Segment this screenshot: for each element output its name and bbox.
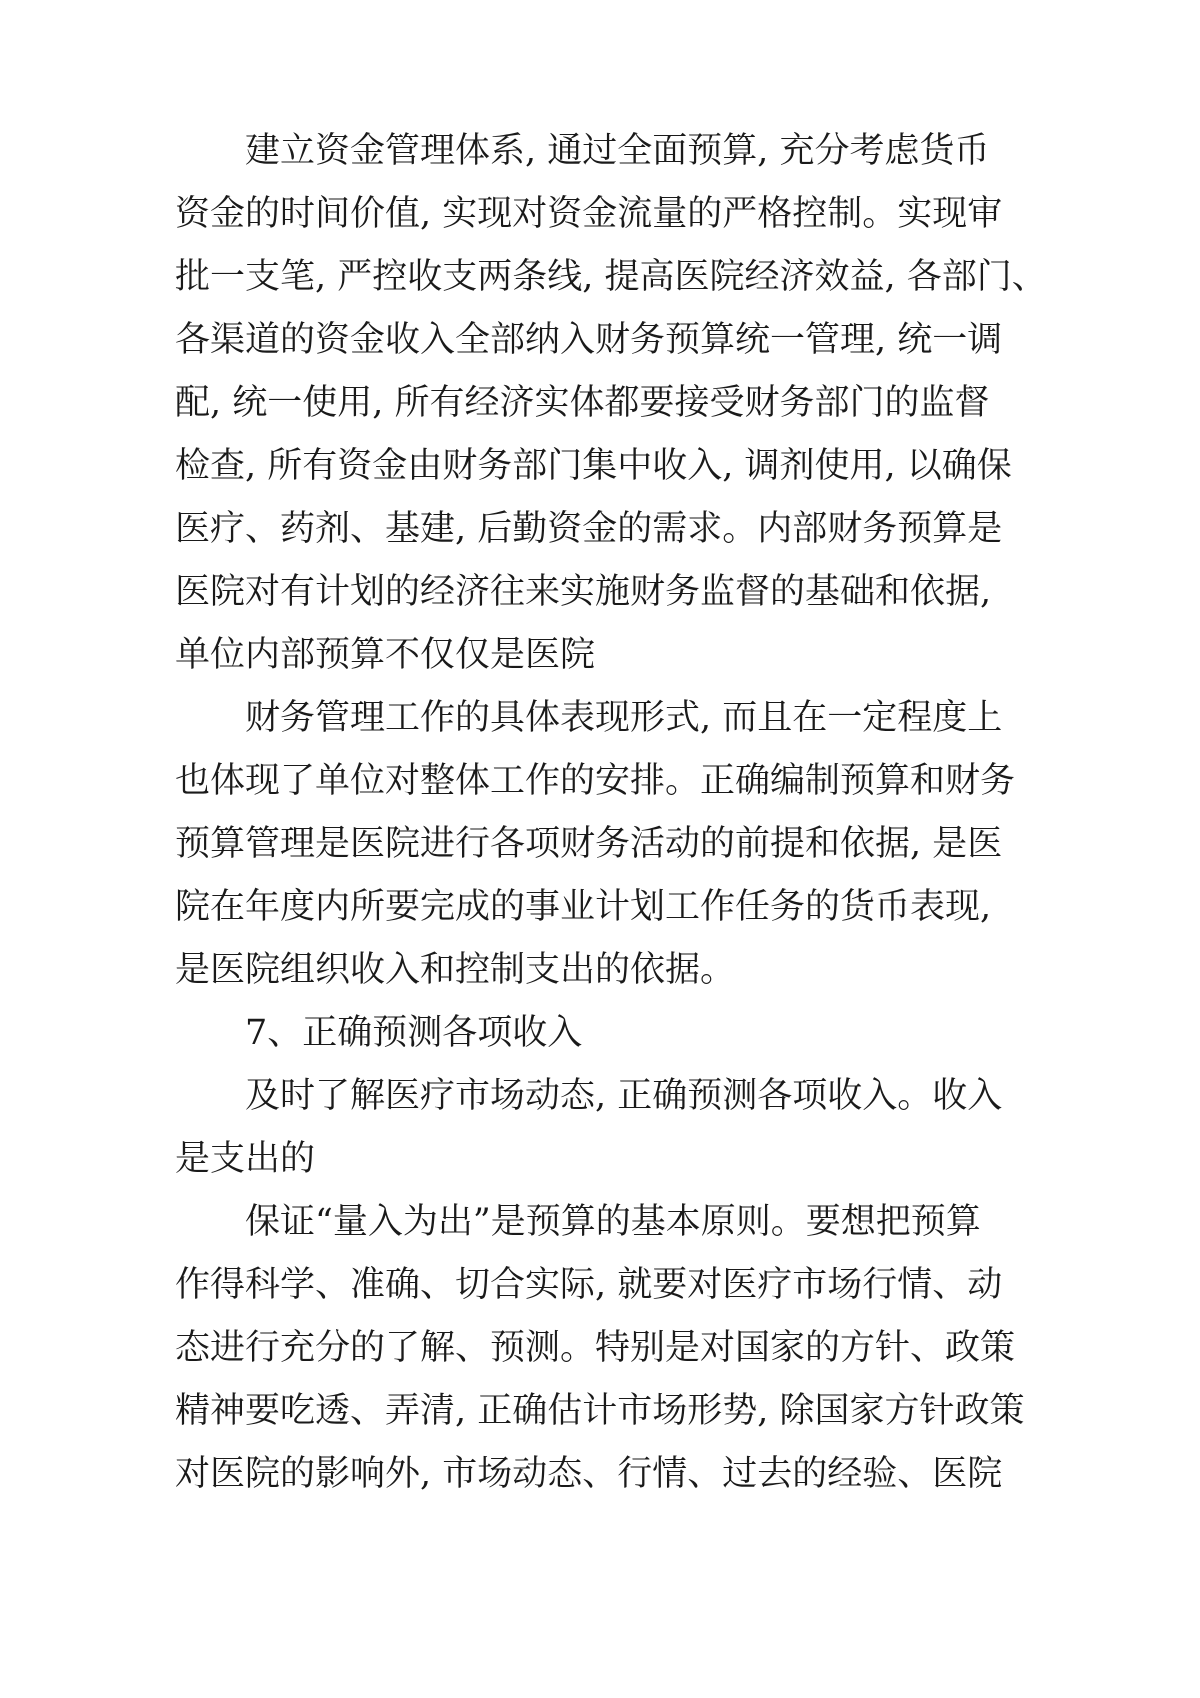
text-line: 医疗、药剂、基建, 后勤资金的需求。内部财务预算是 (175, 509, 1003, 549)
text-line: 是医院组织收入和控制支出的依据。 (175, 950, 736, 990)
text-line: 各渠道的资金收入全部纳入财务预算统一管理, 统一调 (175, 320, 1003, 360)
text-line: 态进行充分的了解、预测。特别是对国家的方针、政策 (175, 1328, 1016, 1368)
text-line: 医院对有计划的经济往来实施财务监督的基础和依据, (175, 572, 992, 612)
text-line: 批一支笔, 严控收支两条线, 提高医院经济效益, 各部门、 (175, 257, 1047, 297)
text-line: 也体现了单位对整体工作的安排。正确编制预算和财务 (175, 761, 1016, 801)
text-line: 是支出的 (175, 1139, 316, 1179)
text-line: 及时了解医疗市场动态, 正确预测各项收入。收入 (245, 1076, 1003, 1116)
section-heading: 7、正确预测各项收入 (245, 1013, 583, 1053)
text-line: 检查, 所有资金由财务部门集中收入, 调剂使用, 以确保 (175, 446, 1012, 486)
text-line: 对医院的影响外, 市场动态、行情、过去的经验、医院 (175, 1454, 1003, 1494)
text-line: 财务管理工作的具体表现形式, 而且在一定程度上 (245, 698, 1003, 738)
body-text (175, 120, 1055, 1506)
text-line: 院在年度内所要完成的事业计划工作任务的货币表现, (175, 887, 992, 927)
text-line: 建立资金管理体系, 通过全面预算, 充分考虑货币 (245, 131, 990, 171)
text-line: 配, 统一使用, 所有经济实体都要接受财务部门的监督 (175, 383, 990, 423)
text-line: 资金的时间价值, 实现对资金流量的严格控制。实现审 (175, 194, 1003, 234)
text-line: 精神要吃透、弄清, 正确估计市场形势, 除国家方针政策 (175, 1391, 1025, 1431)
text-line: 作得科学、准确、切合实际, 就要对医疗市场行情、动 (175, 1265, 1003, 1305)
text-line: 单位内部预算不仅仅是医院 (175, 635, 596, 675)
text-line: 预算管理是医院进行各项财务活动的前提和依据, 是医 (175, 824, 1003, 864)
text-line: 保证“量入为出”是预算的基本原则。要想把预算 (245, 1202, 981, 1242)
